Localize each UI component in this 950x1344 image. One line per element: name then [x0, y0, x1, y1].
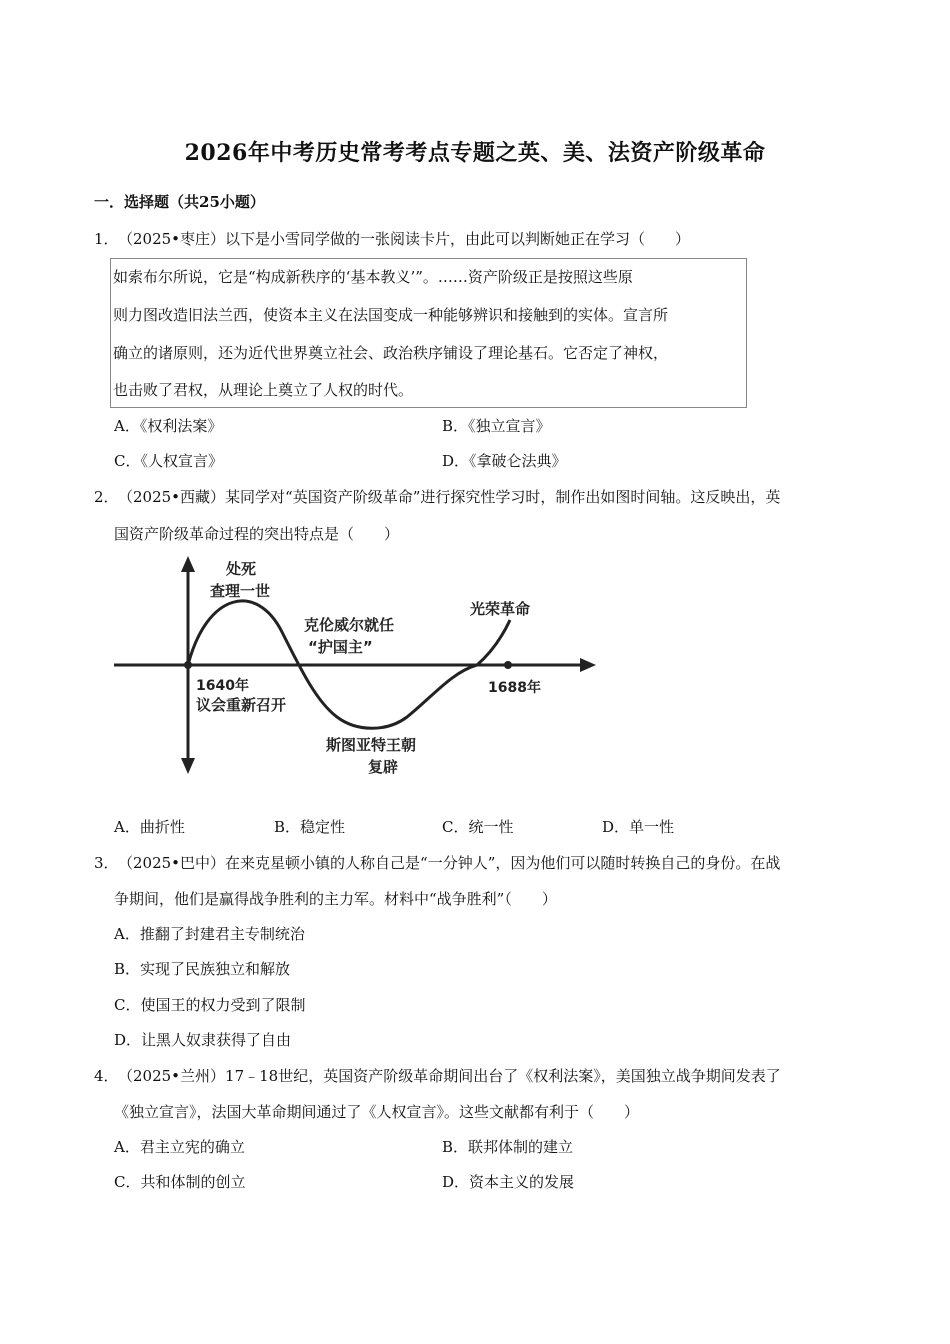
arrow-down-icon — [181, 758, 195, 774]
question-2-text: （2025•西藏）某同学对“英国资产阶级革命”进行探究性学习时，制作出如图时间轴。这反映出，英 — [118, 488, 781, 506]
reading-card-line: 则力图改造旧法兰西，使资本主义在法国变成一种能够辨识和接触到的实体。宣言所 — [113, 306, 669, 324]
arrow-up-icon — [181, 556, 195, 572]
question-3-stem — [94, 852, 780, 873]
question-4-stem — [94, 1065, 781, 1086]
question-3-option-c[interactable]: C．使国王的权力受到了限制 — [114, 996, 306, 1014]
question-4-option-c[interactable]: C．共和体制的创立 — [114, 1173, 246, 1191]
question-2-option-c[interactable]: C．统一性 — [442, 818, 514, 836]
question-2-stem-continued: 国资产阶级革命过程的突出特点是（ ） — [114, 525, 400, 543]
label-restoration-line1: 斯图亚特王朝 — [326, 736, 417, 754]
label-cromwell-line1: 克伦威尔就任 — [304, 616, 395, 634]
question-3-stem-continued: 争期间，他们是赢得战争胜利的主力军。材料中“战争胜利”（ ） — [114, 890, 557, 908]
question-2-number: 2． — [94, 488, 119, 506]
question-4-number: 4． — [94, 1067, 119, 1085]
question-1-option-a[interactable]: A．《权利法案》 — [114, 417, 223, 435]
question-3-text: （2025•巴中）在来克星顿小镇的人称自己是“一分钟人”，因为他们可以随时转换自己的身份。在战 — [118, 854, 781, 872]
start-point — [184, 661, 192, 669]
question-4-option-b[interactable]: B．联邦体制的建立 — [442, 1138, 574, 1156]
question-3-option-b[interactable]: B．实现了民族独立和解放 — [114, 960, 291, 978]
label-execute-line2: 查理一世 — [210, 582, 271, 600]
question-1-option-d[interactable]: D．《拿破仑法典》 — [442, 452, 567, 470]
question-4-text: （2025•兰州）17﹣18世纪，英国资产阶级革命期间出台了《权利法案》，美国独立战争期间发表了 — [118, 1067, 781, 1085]
reading-card-line: 确立的诸原则，还为近代世界奠立社会、政治秩序铺设了理论基石。它否定了神权， — [113, 344, 669, 362]
question-4-option-d[interactable]: D．资本主义的发展 — [442, 1173, 575, 1191]
label-restoration-line2: 复辟 — [368, 758, 399, 776]
end-point — [504, 661, 512, 669]
reading-card-line: 也击败了君权，从理论上奠立了人权的时代。 — [113, 381, 414, 399]
label-start-event: 议会重新召开 — [196, 696, 287, 714]
question-1-stem — [94, 228, 690, 249]
question-4-stem-continued: 《独立宣言》，法国大革命期间通过了《人权宣言》。这些文献都有利于（ ） — [114, 1103, 640, 1121]
question-2-stem — [94, 486, 780, 507]
label-start-year: 1640年 — [196, 678, 249, 694]
question-1-number: 1． — [94, 230, 119, 248]
question-3-number: 3． — [94, 854, 119, 872]
question-1-option-b[interactable]: B．《独立宣言》 — [442, 417, 551, 435]
question-2-option-a[interactable]: A．曲折性 — [114, 818, 185, 836]
question-2-option-d[interactable]: D．单一性 — [602, 818, 675, 836]
question-1-option-c[interactable]: C．《人权宣言》 — [114, 452, 223, 470]
question-3-option-a[interactable]: A．推翻了封建君主专制统治 — [114, 925, 305, 943]
label-glorious-revolution: 光荣革命 — [470, 600, 531, 618]
reading-card-line: 如索布尔所说，它是“构成新秩序的‘基本教义’”。……资产阶级正是按照这些原 — [113, 268, 633, 286]
label-execute-line1: 处死 — [226, 560, 257, 578]
label-cromwell-line2: “护国主” — [308, 638, 373, 656]
label-end-year: 1688年 — [488, 680, 541, 696]
arrow-right-icon — [580, 658, 596, 672]
page-title: 2026年中考历史常考考点专题之英、美、法资产阶级革命 — [184, 140, 766, 166]
timeline-figure — [112, 552, 602, 780]
section-heading: 一．选择题（共25小题） — [94, 193, 265, 211]
question-4-option-a[interactable]: A．君主立宪的确立 — [114, 1138, 245, 1156]
question-1-text: （2025•枣庄）以下是小雪同学做的一张阅读卡片，由此可以判断她正在学习（ ） — [118, 230, 691, 248]
question-2-option-b[interactable]: B．稳定性 — [274, 818, 346, 836]
question-3-option-d[interactable]: D．让黑人奴隶获得了自由 — [114, 1031, 292, 1049]
